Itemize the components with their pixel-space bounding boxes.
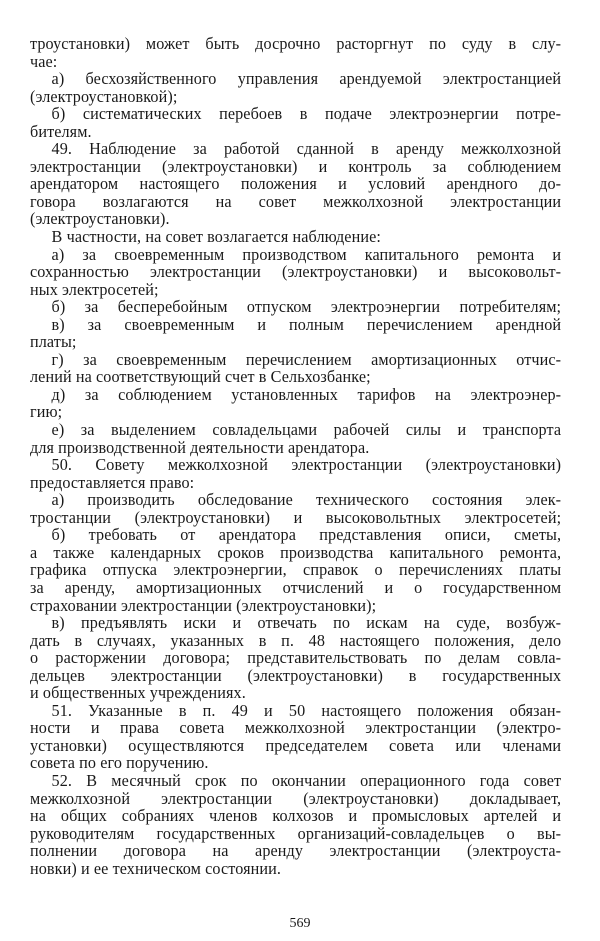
text-line: установки) осуществляются председателем совета или членами (30, 735, 562, 755)
text-line: в) предъявлять иски и отвечать по искам на суде, возбуж- (51, 613, 562, 633)
text-line: межколхозной электростанции (электроустановки) докладывает, (30, 788, 562, 808)
text-line: и общественных учреждениях. (30, 683, 246, 703)
text-line: арендатором настоящего положения и условий арендного до- (30, 174, 562, 194)
text-line: чае: (30, 51, 58, 71)
text-line: полнении договора на аренду электростанции (электроуста- (30, 841, 562, 861)
text-line: е) за выделением совладельцами рабочей силы и транспорта (51, 420, 562, 440)
text-line: а также календарных сроков производства капитального ремонта, (30, 542, 562, 562)
text-line: совета по его поручению. (30, 753, 209, 773)
text-line: говора возлагаются на совет межколхозной электростанции (30, 191, 562, 211)
text-line: (электроустановки). (30, 209, 170, 229)
text-line: дельцев электростанции (электроустановки) в государственных (30, 665, 562, 685)
text-line: 50. Совету межколхозной электростанции (электроустановки) (51, 455, 562, 475)
text-line: бителям. (30, 121, 92, 141)
text-line: б) систематических перебоев в подаче электроэнергии потре- (51, 104, 562, 124)
text-line: ных электросетей; (30, 279, 159, 299)
text-line: предоставляется право: (30, 472, 195, 492)
text-line: новки) и ее техническом состоянии. (30, 858, 282, 878)
text-line: г) за своевременным перечислением амортизационных отчис- (51, 349, 562, 369)
text-line: в) за своевременным и полным перечислением арендной (51, 314, 562, 334)
text-line: гию; (30, 402, 63, 422)
text-line: а) бесхозяйственного управления арендуемой электростанцией (51, 69, 562, 89)
text-line: страховании электростанции (электроустановки); (30, 595, 377, 615)
text-line: электростанции (электроустановки) и контроль за соблюдением (30, 156, 562, 176)
text-line: дать в случаях, указанных в п. 48 настоящего положения, дело (30, 630, 562, 650)
page-number: 569 (289, 916, 311, 931)
text-line: тростанции (электроустановки) и высоковольтных электросетей; (30, 507, 562, 527)
text-line: о расторжении договора; представительствовать по делам совла- (30, 648, 562, 668)
text-line: д) за соблюдением установленных тарифов на электроэнер- (51, 384, 562, 404)
text-line: (электроустановкой); (30, 86, 178, 106)
text-line: а) за своевременным производством капитального ремонта и (51, 244, 562, 264)
text-line: ности и права совета межколхозной электростанции (электро- (30, 718, 562, 738)
text-line: лений на соответствующий счет в Сельхозбанке; (30, 367, 371, 387)
text-line: б) требовать от арендатора представления описи, сметы, (51, 525, 562, 545)
text-line: 52. В месячный срок по окончании операционного года совет (51, 770, 562, 790)
text-line: на общих собраниях членов колхозов и промысловых артелей и (30, 806, 562, 826)
text-line: платы; (30, 332, 77, 352)
text-line: 49. Наблюдение за работой сданной в аренду межколхозной (51, 139, 562, 159)
text-line: б) за бесперебойным отпуском электроэнергии потребителям; (51, 297, 562, 317)
text-line: а) производить обследование технического состояния элек- (51, 490, 562, 510)
document-body (30, 35, 572, 877)
text-line: руководителям государственных организаций-совладельцев о вы- (30, 823, 562, 843)
text-line: троустановки) может быть досрочно расторгнут по суду в слу- (30, 34, 562, 53)
text-line: за аренду, амортизационных отчислений и о государственном (30, 577, 562, 597)
text-line: 51. Указанные в п. 49 и 50 настоящего положения обязан- (51, 700, 562, 720)
text-line: графика отпуска электроэнергии, справок о перечислениях платы (30, 560, 562, 580)
text-line: В частности, на совет возлагается наблюдение: (51, 227, 381, 247)
text-line: сохранностью электростанции (электроустановки) и высоковольт- (30, 262, 562, 282)
text-line: для производственной деятельности арендатора. (30, 437, 370, 457)
